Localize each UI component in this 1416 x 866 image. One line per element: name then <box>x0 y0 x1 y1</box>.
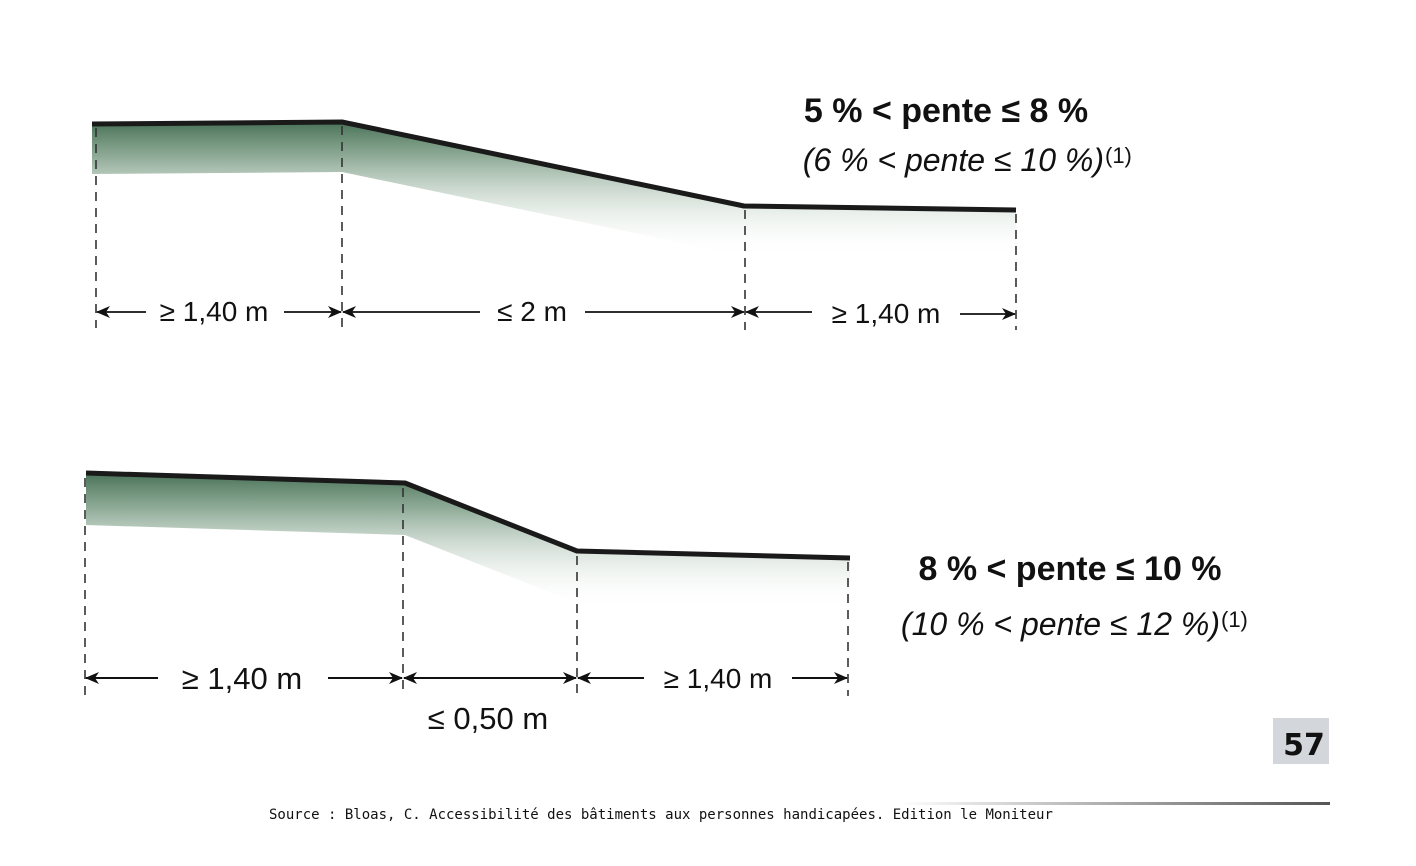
slope-range-title: 5 % < pente ≤ 8 % <box>803 92 1089 130</box>
dimension-label: ≥ 1,40 m <box>831 298 941 329</box>
slope-range-subtitle: (6 % < pente ≤ 10 %) <box>802 142 1104 178</box>
slope-range-title: 8 % < pente ≤ 10 % <box>918 550 1222 588</box>
ramp-diagram-1 <box>92 92 1132 330</box>
dimension-label: ≥ 1,40 m <box>159 296 269 327</box>
source-rule <box>900 802 1330 805</box>
footnote-marker: (1) <box>1105 143 1132 168</box>
ramp-diagram-2 <box>85 473 1248 736</box>
page-number-badge <box>1273 718 1329 764</box>
source-citation: Source : Bloas, C. Accessibilité des bâtiments aux personnes handicapées. Edition le Moniteur <box>269 807 1053 823</box>
dimension-label: ≤ 2 m <box>497 296 567 327</box>
dimension-label: ≥ 1,40 m <box>663 663 773 694</box>
dimension-label: ≥ 1,40 m <box>181 661 303 696</box>
ground-shading <box>86 473 850 610</box>
dimension-label: ≤ 0,50 m <box>427 701 549 736</box>
footnote-marker: (1) <box>1221 607 1248 632</box>
slope-range-subtitle: (10 % < pente ≤ 12 %) <box>900 606 1220 642</box>
page-number: 57 <box>1283 728 1325 763</box>
